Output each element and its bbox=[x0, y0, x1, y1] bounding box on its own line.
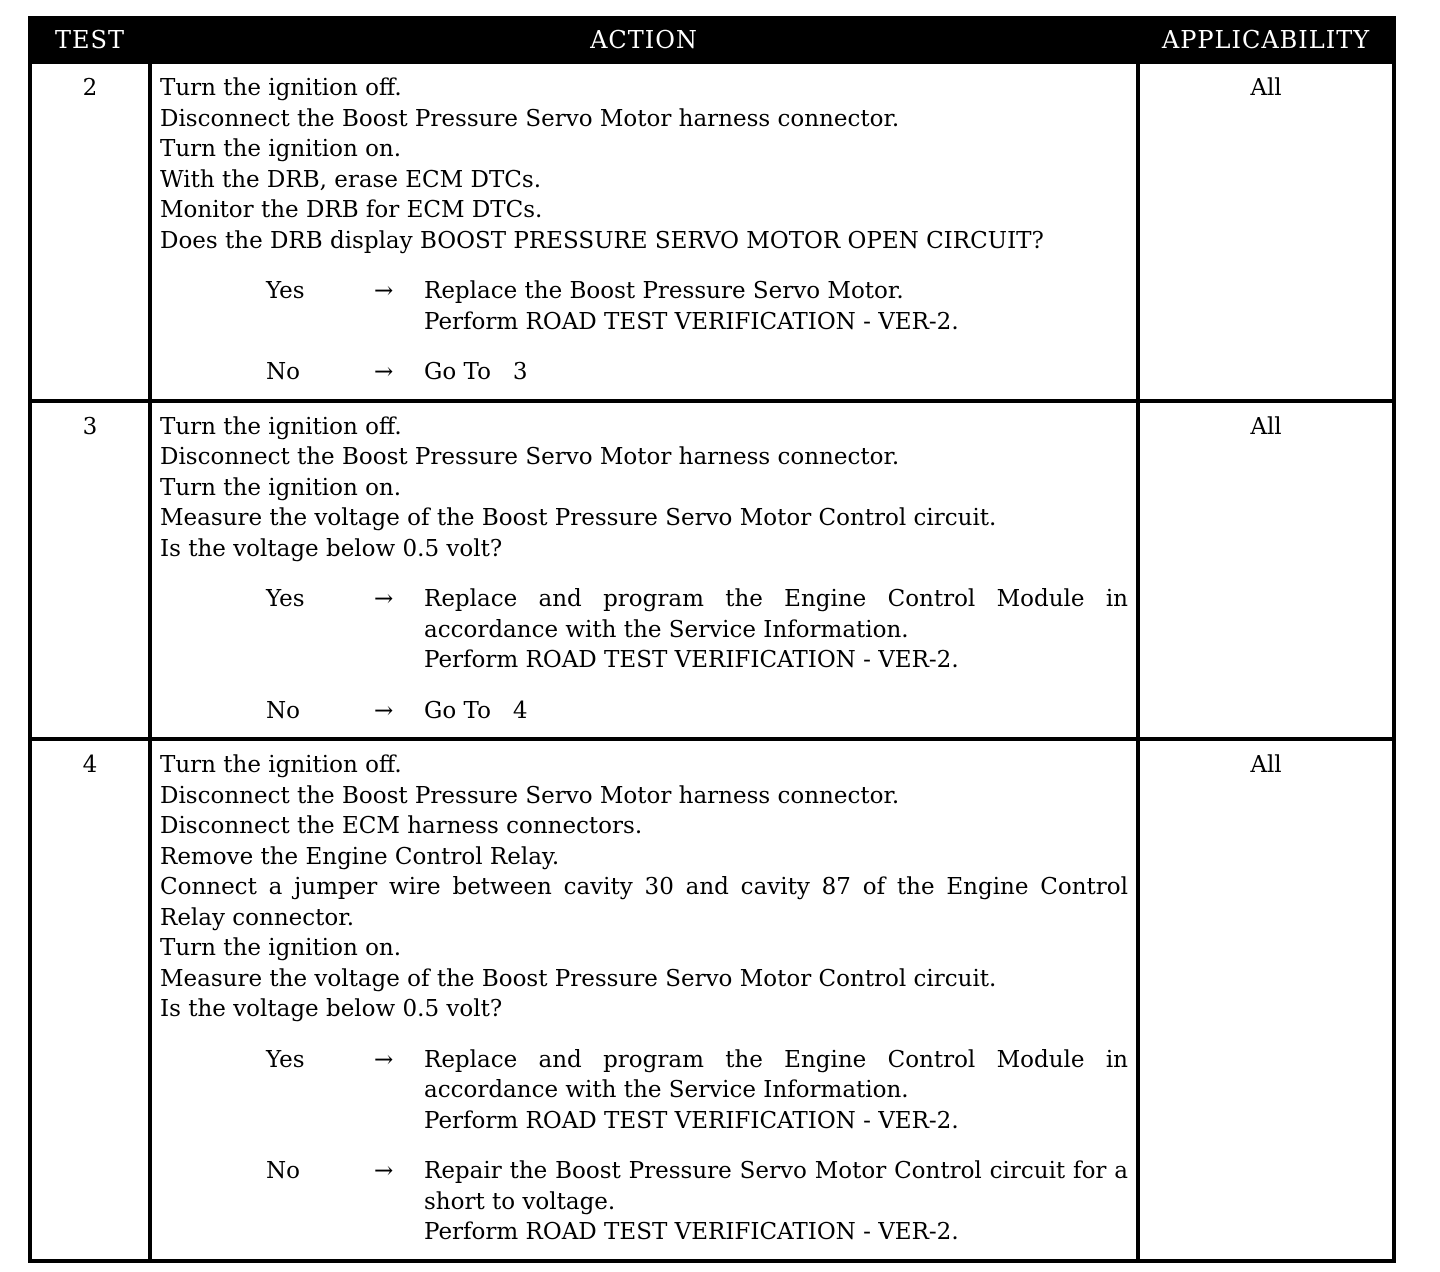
no-outcome bbox=[160, 1156, 1128, 1248]
action-step: With the DRB, erase ECM DTCs. bbox=[160, 166, 542, 193]
action-step: Disconnect the ECM harness connectors. bbox=[160, 813, 643, 839]
arrow-icon: → bbox=[374, 359, 394, 385]
yes-result bbox=[424, 276, 1128, 337]
no-result bbox=[424, 696, 1128, 727]
result-line: Go To 4 bbox=[424, 697, 528, 724]
yes-label: Yes bbox=[266, 586, 305, 612]
arrow-icon: → bbox=[374, 278, 394, 304]
action-step: Measure the voltage of the Boost Pressure Servo Motor Control circuit. bbox=[160, 505, 997, 531]
no-outcome bbox=[160, 696, 1128, 727]
yes-outcome bbox=[160, 276, 1128, 337]
action-step: Does the DRB display BOOST PRESSURE SERVO MOTOR OPEN CIRCUIT? bbox=[160, 227, 1044, 254]
yes-result bbox=[424, 584, 1128, 676]
no-result bbox=[424, 1156, 1128, 1248]
test-number: 4 bbox=[30, 739, 150, 1261]
yes-outcome bbox=[160, 584, 1128, 676]
no-label: No bbox=[266, 697, 300, 724]
result-line: Repair the Boost Pressure Servo Motor Control circuit for a short to voltage. bbox=[424, 1158, 1128, 1215]
applicability-value: All bbox=[1138, 739, 1394, 1261]
action-step: Turn the ignition on. bbox=[160, 474, 402, 501]
no-label: No bbox=[266, 1158, 300, 1184]
test-number: 3 bbox=[30, 401, 150, 740]
header-test: TEST bbox=[30, 18, 150, 62]
action-step: Disconnect the Boost Pressure Servo Motor harness connector. bbox=[160, 782, 900, 809]
arrow-icon: → bbox=[374, 697, 394, 724]
action-step: Turn the ignition off. bbox=[160, 75, 402, 101]
result-line: Replace the Boost Pressure Servo Motor. bbox=[424, 278, 904, 304]
action-cell bbox=[150, 739, 1138, 1261]
no-label: No bbox=[266, 359, 300, 385]
yes-outcome bbox=[160, 1045, 1128, 1137]
action-step: Is the voltage below 0.5 volt? bbox=[160, 996, 503, 1022]
no-result bbox=[424, 357, 1128, 388]
applicability-value: All bbox=[1138, 401, 1394, 740]
applicability-value: All bbox=[1138, 62, 1394, 401]
action-step: Disconnect the Boost Pressure Servo Motor harness connector. bbox=[160, 105, 900, 132]
table-row bbox=[30, 401, 1394, 740]
result-line: Perform ROAD TEST VERIFICATION - VER-2. bbox=[424, 1107, 959, 1134]
action-cell bbox=[150, 401, 1138, 740]
action-step: Measure the voltage of the Boost Pressure Servo Motor Control circuit. bbox=[160, 965, 997, 992]
result-line: Go To 3 bbox=[424, 359, 528, 385]
action-cell bbox=[150, 62, 1138, 401]
yes-label: Yes bbox=[266, 278, 305, 304]
action-step: Turn the ignition on. bbox=[160, 136, 402, 162]
arrow-icon: → bbox=[374, 1158, 394, 1184]
action-step: Turn the ignition off. bbox=[160, 413, 402, 440]
table-row bbox=[30, 739, 1394, 1261]
action-step: Turn the ignition off. bbox=[160, 752, 402, 778]
header-action: ACTION bbox=[150, 18, 1138, 62]
result-line: Replace and program the Engine Control Module in accordance with the Service Information. bbox=[424, 586, 1128, 643]
header-applicability: APPLICABILITY bbox=[1138, 18, 1394, 62]
action-step: Is the voltage below 0.5 volt? bbox=[160, 535, 503, 562]
action-step: Monitor the DRB for ECM DTCs. bbox=[160, 197, 543, 223]
action-step: Connect a jumper wire between cavity 30 and cavity 87 of the Engine Control Relay connector. bbox=[160, 874, 1128, 931]
table-header-row bbox=[30, 18, 1394, 62]
arrow-icon: → bbox=[374, 586, 394, 612]
result-line: Perform ROAD TEST VERIFICATION - VER-2. bbox=[424, 647, 959, 673]
result-line: Perform ROAD TEST VERIFICATION - VER-2. bbox=[424, 308, 959, 335]
action-step: Turn the ignition on. bbox=[160, 935, 402, 961]
table-row bbox=[30, 62, 1394, 401]
no-outcome bbox=[160, 357, 1128, 388]
result-line: Replace and program the Engine Control Module in accordance with the Service Information. bbox=[424, 1046, 1128, 1103]
action-step: Remove the Engine Control Relay. bbox=[160, 843, 560, 870]
arrow-icon: → bbox=[374, 1046, 394, 1073]
yes-result bbox=[424, 1045, 1128, 1137]
action-step: Disconnect the Boost Pressure Servo Motor harness connector. bbox=[160, 444, 900, 470]
diagnostic-test-table bbox=[28, 16, 1396, 1263]
result-line: Perform ROAD TEST VERIFICATION - VER-2. bbox=[424, 1219, 959, 1245]
test-number: 2 bbox=[30, 62, 150, 401]
yes-label: Yes bbox=[266, 1046, 305, 1073]
